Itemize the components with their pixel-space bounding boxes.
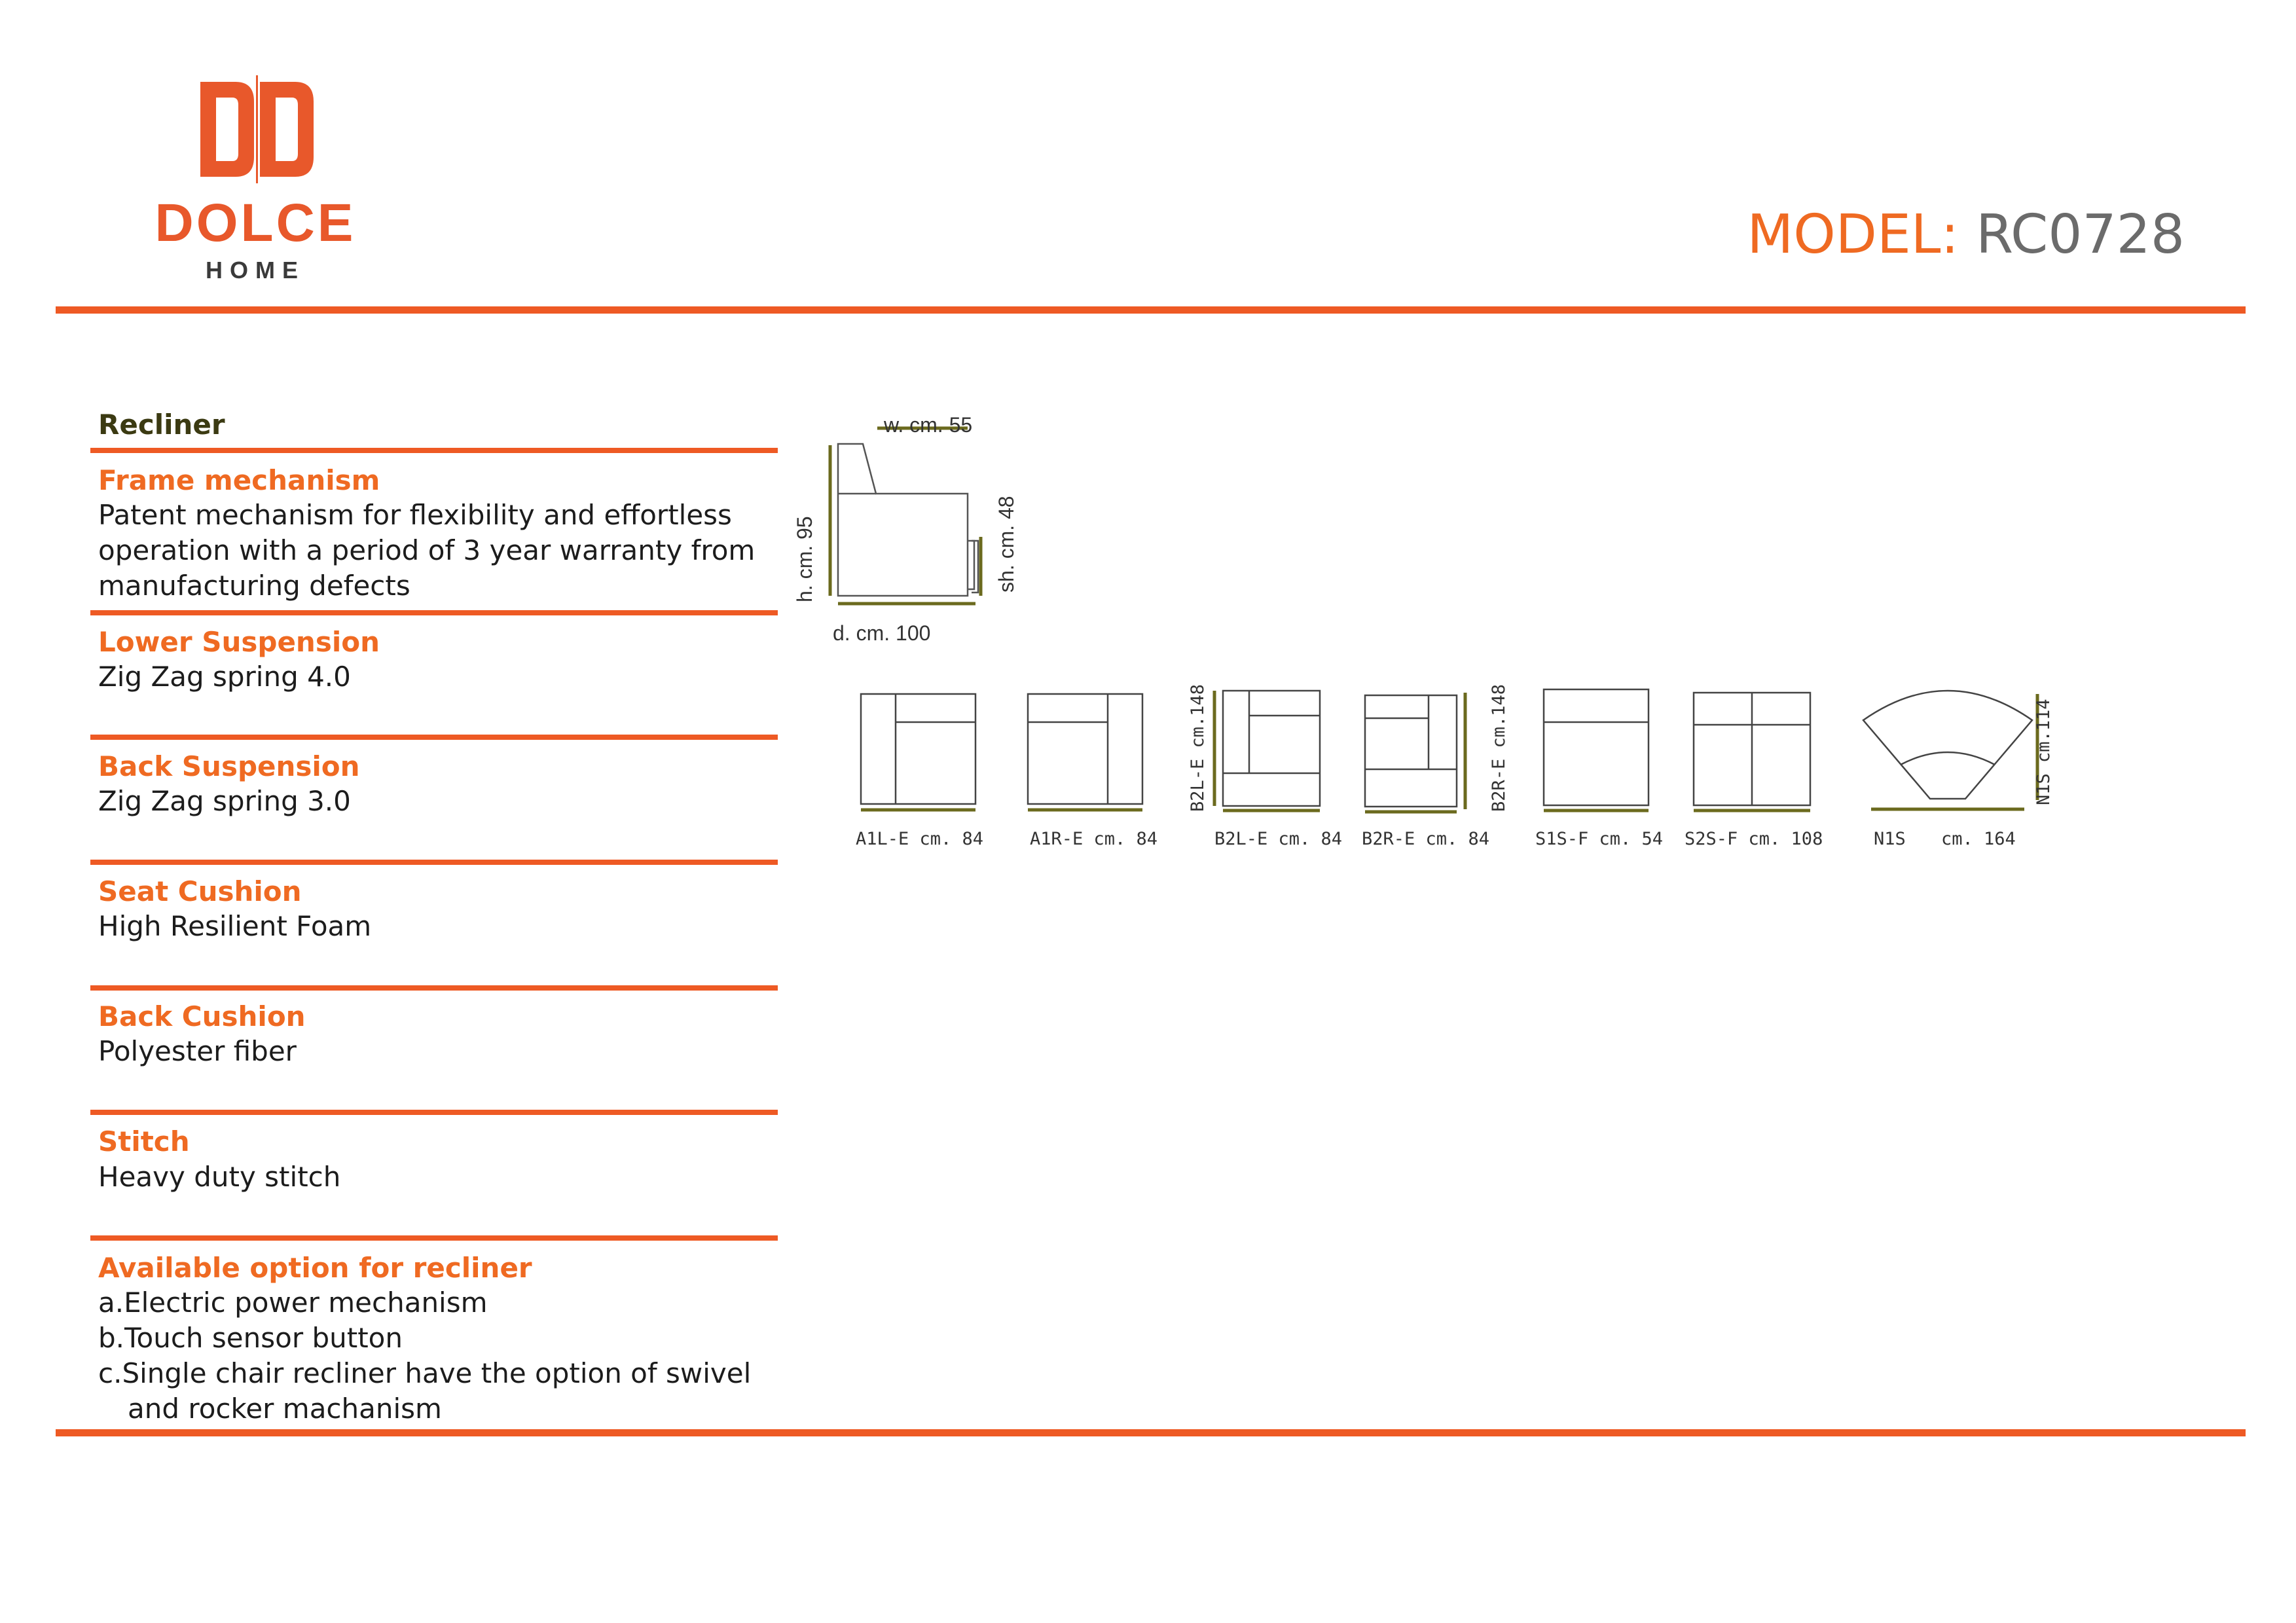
spec-title-frame-mechanism: Frame mechanism [98, 464, 380, 496]
spec-divider [90, 610, 778, 615]
module-b2l-e-side-label: B2L-E cm.148 [1188, 684, 1208, 812]
spec-title-recliner-options: Available option for recliner [98, 1252, 532, 1284]
module-a1l-e-diagram [861, 694, 975, 810]
spec-line: Patent mechanism for flexibility and effortless [98, 499, 732, 531]
model-label: MODEL: [1747, 204, 1959, 266]
spec-title-back-suspension: Back Suspension [98, 750, 360, 782]
module-b2r-e-diagram [1365, 693, 1465, 812]
header-divider [56, 306, 2246, 314]
module-s1s-f-label: S1S-F cm. 54 [1535, 829, 1664, 849]
spec-text-stitch: Heavy duty stitch [98, 1161, 341, 1193]
module-n1s-side-label: N1S cm.114 [2033, 699, 2054, 805]
module-n1s-diagram [1863, 691, 2037, 809]
spec-line: manufacturing defects [98, 570, 410, 602]
module-s2s-f-label: S2S-F cm. 108 [1685, 829, 1823, 849]
spec-line: c.Single chair recliner have the option of swivel [98, 1357, 752, 1389]
spec-text-recliner-options [98, 1285, 751, 1427]
spec-line: and rocker machanism [128, 1393, 442, 1425]
side-depth-label: d. cm. 100 [833, 621, 931, 645]
spec-text-lower-suspension: Zig Zag spring 4.0 [98, 661, 351, 693]
spec-divider [90, 985, 778, 991]
spec-title-seat-cushion: Seat Cushion [98, 875, 302, 907]
module-a1r-e-label: A1R-E cm. 84 [1030, 829, 1158, 849]
spec-title-lower-suspension: Lower Suspension [98, 626, 380, 658]
spec-line: a.Electric power mechanism [98, 1286, 488, 1319]
spec-title-stitch: Stitch [98, 1125, 190, 1158]
side-seat-height-label: sh. cm. 48 [994, 496, 1018, 593]
side-width-label: w. cm. 55 [884, 413, 973, 437]
module-b2l-e-label: B2L-E cm. 84 [1214, 829, 1343, 849]
module-b2l-e-diagram [1214, 691, 1320, 811]
module-s2s-f-diagram [1694, 693, 1810, 811]
spec-divider [90, 448, 778, 453]
spec-divider [90, 860, 778, 865]
product-type: Recliner [98, 409, 225, 441]
dimension-diagrams [773, 393, 2069, 864]
module-n1s-label: N1S [1874, 829, 1906, 849]
module-a1l-e-label: A1L-E cm. 84 [856, 829, 984, 849]
spec-title-back-cushion: Back Cushion [98, 1000, 306, 1032]
module-b2r-e-label: B2R-E cm. 84 [1362, 829, 1490, 849]
spec-text-frame-mechanism [98, 498, 755, 604]
model-heading [1747, 204, 2185, 266]
dolce-logo-mark [196, 75, 318, 183]
spec-divider [90, 1110, 778, 1115]
spec-text-back-cushion: Polyester fiber [98, 1035, 297, 1067]
model-value: RC0728 [1976, 204, 2185, 266]
spec-divider [90, 1235, 778, 1241]
side-view-diagram [830, 428, 981, 604]
spec-divider [90, 735, 778, 740]
module-s1s-f-diagram [1544, 689, 1649, 811]
spec-line: b.Touch sensor button [98, 1322, 403, 1354]
spec-text-seat-cushion: High Resilient Foam [98, 910, 372, 942]
module-b2r-e-side-label: B2R-E cm.148 [1489, 684, 1509, 812]
brand-name: DOLCE [155, 193, 356, 253]
footer-divider [56, 1429, 2246, 1436]
module-a1r-e-diagram [1028, 694, 1142, 810]
module-n1s-size-label: cm. 164 [1941, 829, 2016, 849]
brand-subname: HOME [206, 257, 305, 283]
spec-text-back-suspension: Zig Zag spring 3.0 [98, 785, 351, 817]
side-height-label: h. cm. 95 [793, 516, 816, 602]
spec-line: operation with a period of 3 year warranty from [98, 534, 756, 566]
